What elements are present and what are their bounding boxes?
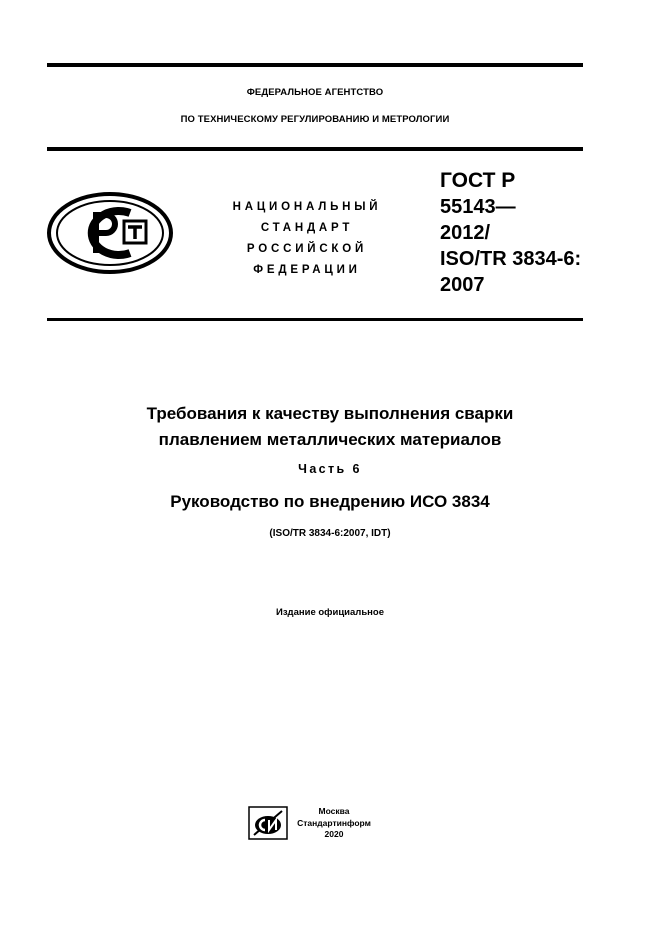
publisher-name: Стандартинформ (297, 817, 371, 828)
title-line-1: Требования к качеству выполнения сварки (146, 404, 514, 423)
designation-line-3: 2012/ (440, 222, 491, 244)
title-line-2: плавлением металлических материалов (158, 430, 502, 449)
designation-rule (47, 318, 583, 321)
national-standard-label (214, 197, 400, 281)
standard-line-3: РОССИЙСКОЙ (246, 243, 368, 255)
agency-line-2: ПО ТЕХНИЧЕСКОМУ РЕГУЛИРОВАНИЮ И МЕТРОЛОГИИ (180, 114, 450, 125)
top-rule (47, 63, 583, 67)
standard-line-1: НАЦИОНАЛЬНЫЙ (232, 201, 382, 213)
gost-r-certification-mark-icon (46, 191, 174, 275)
part-number: Часть 6 (298, 462, 362, 476)
designation-line-1: ГОСТ Р (440, 169, 516, 192)
publisher-city: Москва (318, 806, 350, 816)
header-rule (47, 147, 583, 151)
document-title (47, 401, 613, 453)
designation-line-5: 2007 (440, 274, 485, 296)
agency-line-1: ФЕДЕРАЛЬНОЕ АГЕНТСТВО (246, 87, 384, 98)
iso-reference: (ISO/TR 3834-6:2007, IDT) (269, 528, 391, 539)
publisher-block (294, 806, 374, 841)
edition-label: Издание официальное (276, 607, 384, 618)
designation-line-2: 55143— (440, 196, 516, 218)
standard-designation (440, 168, 600, 298)
standartinform-logo-icon (248, 806, 288, 840)
document-subtitle: Руководство по внедрению ИСО 3834 (170, 492, 490, 511)
standard-line-2: СТАНДАРТ (260, 222, 354, 234)
standard-line-4: ФЕДЕРАЦИИ (253, 264, 361, 276)
designation-line-4: ISO/TR 3834-6: (440, 248, 582, 270)
publication-year: 2020 (324, 829, 344, 839)
